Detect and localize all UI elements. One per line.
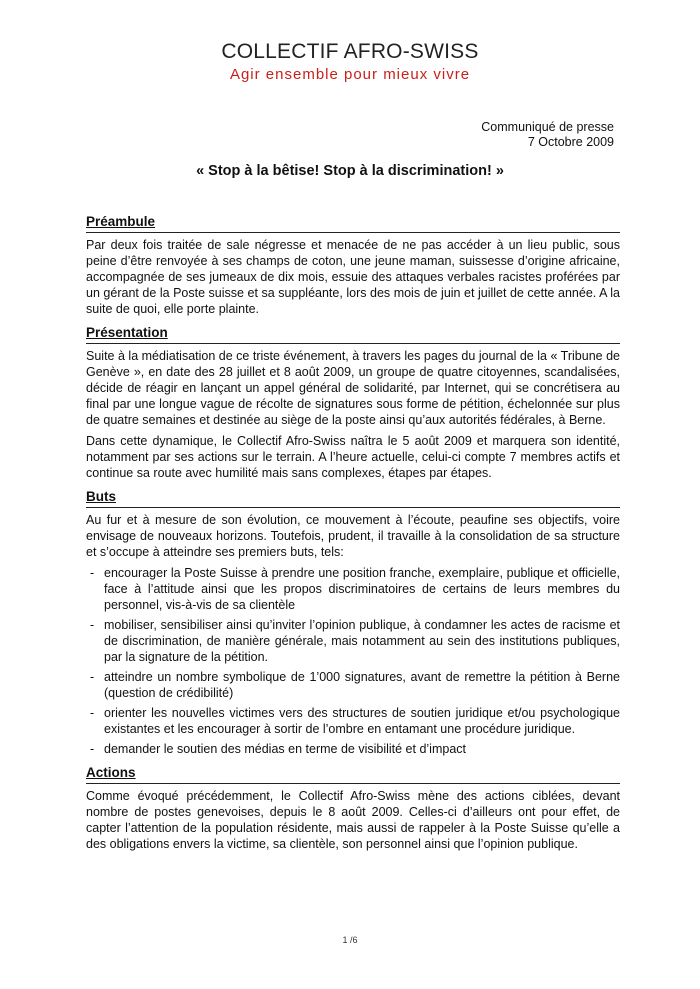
paragraph: Comme évoqué précédemment, le Collectif Afro-Swiss mène des actions ciblées, devant nombre de postes genevoises, depuis le 8 août 2009. Celles-ci d’ailleurs ont pour effet, de capter l’attention de la population résidente, mais aussi de rappeler à la Poste Suisse qu’elle a des obligations envers la victime, sa clientèle, son personnel ainsi que l’opinion publique. — [86, 789, 620, 851]
section-presentation — [86, 325, 620, 481]
section-title-presentation: Présentation — [86, 325, 168, 340]
list-item: - orienter les nouvelles victimes vers des structures de soutien juridique et/ou psychologique existantes et les encourager à sortir de l’ombre en entamant une procédure juridique. — [86, 705, 620, 737]
section-divider — [86, 232, 620, 233]
section-preambule — [86, 214, 620, 317]
section-buts — [86, 489, 620, 757]
document-title: « Stop à la bêtise! Stop à la discrimination! » — [196, 163, 504, 179]
paragraph: Suite à la médiatisation de ce triste événement, à travers les pages du journal de la « Tribune de Genève », en date des 28 juillet et 8 août 2009, un groupe de quatre citoyennes, scandalisées, décide de réagir en lançant un appel général de solidarité, par Internet, qui se concrétisera au final par une longue vague de récolte de signatures sous forme de pétition, échelonnée sur plus de quatre semaines et destinée au siège de la poste ainsi qu’aux autorités fédérales, à Berne. — [86, 349, 620, 427]
list-item: - demander le soutien des médias en terme de visibilité et d’impact — [86, 741, 620, 757]
press-release-date: 7 Octobre 2009 — [527, 135, 614, 149]
section-title-actions: Actions — [86, 765, 136, 780]
press-release-label: Communiqué de presse — [481, 120, 614, 134]
section-divider — [86, 507, 620, 508]
letterhead — [0, 40, 700, 84]
organization-name: COLLECTIF AFRO-SWISS — [221, 40, 479, 63]
document-body — [86, 214, 620, 860]
paragraph: Au fur et à mesure de son évolution, ce mouvement à l’écoute, peaufine ses objectifs, voire envisage de nouveaux horizons. Toutefois, prudent, il travaille à la consolidation de sa structure et s’occupe à atteindre ses premiers buts, tels: — [86, 513, 620, 559]
list-item: - encourager la Poste Suisse à prendre une position franche, exemplaire, publique et officielle, face à l’attitude ainsi que les propos discriminatoires de certains de leurs membres du personnel, vis-à-vis de sa clientèle — [86, 565, 620, 613]
section-divider — [86, 343, 620, 344]
list-item: - mobiliser, sensibiliser ainsi qu’inviter l’opinion publique, à condamner les actes de racisme et de discrimination, de manière générale, mais notamment au sein des institutions publiques, par la signature de la pétition. — [86, 617, 620, 665]
section-title-buts: Buts — [86, 489, 116, 504]
list-item: - atteindre un nombre symbolique de 1’000 signatures, avant de remettre la pétition à Berne (question de crédibilité) — [86, 669, 620, 701]
section-actions — [86, 765, 620, 852]
section-divider — [86, 783, 620, 784]
page-number: 1 /6 — [342, 935, 358, 945]
paragraph: Dans cette dynamique, le Collectif Afro-Swiss naîtra le 5 août 2009 et marquera son identité, notamment par ses actions sur le terrain. A l’heure actuelle, celui-ci compte 7 membres actifs et continue sa route avec humilité mais sans complexes, étapes par étapes. — [86, 434, 620, 480]
press-release-block — [481, 120, 614, 150]
paragraph: Par deux fois traitée de sale négresse et menacée de ne pas accéder à un lieu public, sous peine d’être renvoyée à ses champs de coton, une jeune maman, suissesse d’origine africaine, accompagnée de ses jumeaux de dix mois, essuie des attaques verbales racistes proférées par un gérant de la Poste suisse et sa suppléante, lors des mois de juin et juillet de cette année. A la suite de quoi, elle porte plainte. — [86, 238, 620, 316]
section-title-preambule: Préambule — [86, 214, 156, 229]
goals-list — [86, 565, 620, 757]
organization-tagline: Agir ensemble pour mieux vivre — [229, 66, 471, 83]
